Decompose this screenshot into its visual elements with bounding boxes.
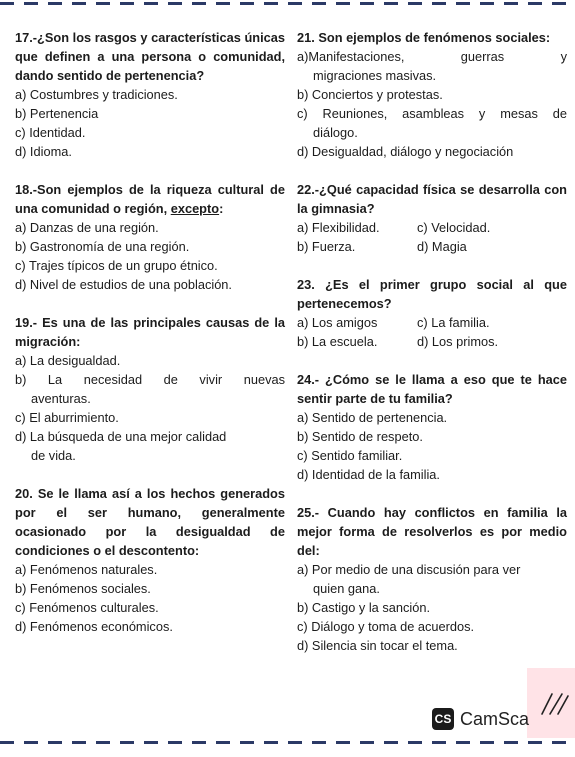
question-17 (15, 28, 285, 161)
q25-option-b: b) Castigo y la sanción. (297, 600, 431, 615)
q19-option-b-cont: aventuras. (31, 391, 91, 406)
q24-option-a: a) Sentido de pertenencia. (297, 410, 448, 425)
q17-option-b: b) Pertenencia (15, 106, 99, 121)
q19-option-d: d) La búsqueda de una mejor calidad (15, 429, 227, 444)
top-dashed-border (0, 2, 575, 5)
q21-option-a-cont: migraciones masivas. (313, 68, 437, 83)
q25-option-c: c) Diálogo y toma de acuerdos. (297, 619, 475, 634)
question-22 (297, 180, 567, 256)
q17-option-c: c) Identidad. (15, 125, 86, 140)
q19-option-b: b) La necesidad de vivir nuevas (15, 372, 285, 387)
question-24-title: 24.- ¿Cómo se le llama a eso que te hace sentir parte de tu familia? (297, 372, 567, 406)
question-25-title: 25.- Cuando hay conflictos en familia la mejor forma de resolverlos es por medio del: (297, 505, 567, 558)
q21-option-c-cont: diálogo. (313, 125, 358, 140)
q24-option-c: c) Sentido familiar. (297, 448, 403, 463)
question-19-title: 19.- Es una de las principales causas de la migración: (15, 315, 285, 349)
q17-option-d: d) Idioma. (15, 144, 72, 159)
q19-option-a: a) La desigualdad. (15, 353, 121, 368)
question-24 (297, 370, 567, 484)
question-17-title: 17.-¿Son los rasgos y características únicas que definen a una persona o comunidad, dando sentido de pertenencia? (15, 30, 285, 83)
q18-option-d: d) Nivel de estudios de una población. (15, 277, 232, 292)
question-18-title (15, 180, 285, 218)
q22-option-a: a) Flexibilidad. (297, 220, 380, 235)
q23-row-2 (297, 332, 567, 351)
q23-option-c: c) La familia. (417, 315, 490, 330)
question-19 (15, 313, 285, 465)
question-20-title: 20. Se le llama así a los hechos generados por el ser humano, generalmente ocasionado por la desigualdad de condiciones o el descontento: (15, 486, 285, 558)
q22-row-1 (297, 218, 567, 237)
question-23-title: 23. ¿Es el primer grupo social al que pertenecemos? (297, 277, 567, 311)
q21-option-c: c) Reuniones, asambleas y mesas de (297, 106, 567, 121)
q18-option-b: b) Gastronomía de una región. (15, 239, 190, 254)
q18-title-text: 18.-Son ejemplos de la riqueza cultural de una comunidad o región, (15, 182, 285, 216)
q21-option-a: a)Manifestaciones, guerras y (297, 49, 567, 64)
q22-option-c: c) Velocidad. (417, 220, 491, 235)
q24-option-b: b) Sentido de respeto. (297, 429, 423, 444)
q22-option-d: d) Magia (417, 239, 467, 254)
q25-option-a: a) Por medio de una discusión para ver (297, 562, 521, 577)
bottom-dashed-border (0, 741, 575, 744)
pen-scribble-icon (538, 690, 570, 718)
q24-option-d: d) Identidad de la familia. (297, 467, 440, 482)
camscanner-logo-icon: CS (432, 708, 454, 730)
q19-option-c: c) El aburrimiento. (15, 410, 119, 425)
q19-option-d-cont: de vida. (31, 448, 76, 463)
q20-option-c: c) Fenómenos culturales. (15, 600, 159, 615)
q25-option-d: d) Silencia sin tocar el tema. (297, 638, 458, 653)
q23-option-d: d) Los primos. (417, 334, 499, 349)
q20-option-b: b) Fenómenos sociales. (15, 581, 151, 596)
q20-option-a: a) Fenómenos naturales. (15, 562, 158, 577)
question-22-title: 22.-¿Qué capacidad física se desarrolla con la gimnasia? (297, 182, 567, 216)
q22-option-b: b) Fuerza. (297, 239, 356, 254)
question-20 (15, 484, 285, 636)
q23-option-b: b) La escuela. (297, 334, 378, 349)
left-column (15, 28, 285, 636)
question-21 (297, 28, 567, 161)
question-23 (297, 275, 567, 351)
q21-option-d: d) Desigualdad, diálogo y negociación (297, 144, 514, 159)
right-column (297, 28, 567, 655)
q23-row-1 (297, 313, 567, 332)
q17-option-a: a) Costumbres y tradiciones. (15, 87, 178, 102)
q22-row-2 (297, 237, 567, 256)
q18-option-a: a) Danzas de una región. (15, 220, 159, 235)
q25-option-a-cont: quien gana. (313, 581, 380, 596)
q21-option-b: b) Conciertos y protestas. (297, 87, 443, 102)
q23-option-a: a) Los amigos (297, 315, 378, 330)
q18-option-c: c) Trajes típicos de un grupo étnico. (15, 258, 218, 273)
question-21-title: 21. Son ejemplos de fenómenos sociales: (297, 30, 551, 45)
question-18 (15, 180, 285, 294)
camscanner-text: CamSca (460, 708, 530, 729)
question-25 (297, 503, 567, 655)
q18-title-excepto: excepto (170, 201, 220, 216)
camscanner-watermark (432, 708, 529, 730)
q18-title-colon: : (219, 201, 224, 216)
q20-option-d: d) Fenómenos económicos. (15, 619, 173, 634)
